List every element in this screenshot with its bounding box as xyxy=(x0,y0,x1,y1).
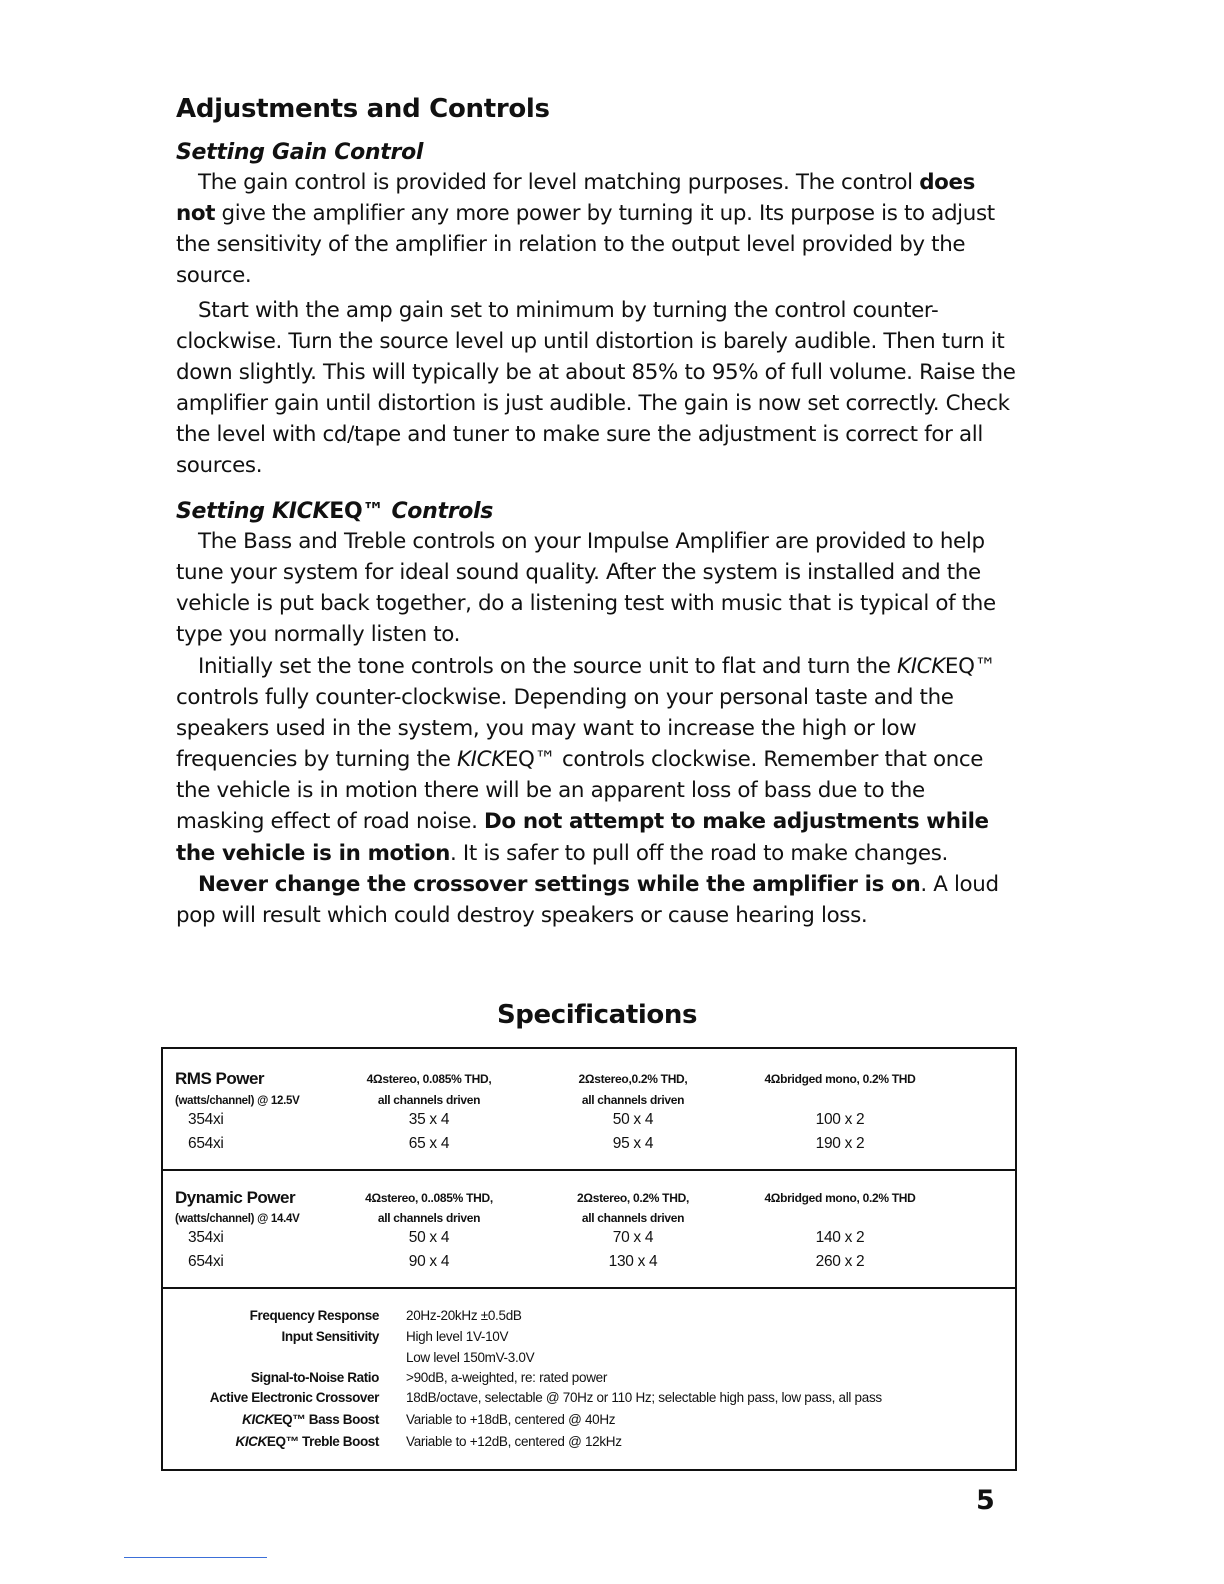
rms-model-654xi: 654xi xyxy=(188,1135,224,1152)
spec-label-crossover: Active Electronic Crossover xyxy=(209,1390,379,1405)
dynamic-col-1-sub: all channels driven xyxy=(377,1211,481,1225)
rms-col-1-sub: all channels driven xyxy=(377,1093,481,1107)
dynamic-354-2ohm: 70 x 4 xyxy=(612,1229,654,1246)
rms-power-label: RMS Power xyxy=(175,1069,265,1088)
gain-paragraph-2: Start with the amp gain set to minimum by turning the control counter-clockwise. Turn the source level up until distortion is barely audible. Then turn it down slightly. This will typically be at about 85% to 95% of full volume. Raise the amplifier gain until distortion is just audible. The gain is now set correctly. Check the level with cd/tape and tuner to make sure the adjustment is correct for all sources. xyxy=(176,298,1016,479)
kickeq-p2-text: Initially set the tone controls on the source unit to flat and turn the xyxy=(198,654,898,679)
dynamic-col-3-header: 4Ωbridged mono, 0.2% THD xyxy=(764,1191,916,1205)
treble-boost-label-text: EQ™ Treble Boost xyxy=(266,1434,379,1449)
rms-model-354xi: 354xi xyxy=(188,1111,224,1128)
kickeq-warning: Do not attempt to make adjustments while the vehicle is in motion xyxy=(176,809,989,866)
gain-p1-emphasis: does not xyxy=(176,170,976,227)
dynamic-354-bridged: 140 x 2 xyxy=(815,1229,865,1246)
kickeq-title-end: Controls xyxy=(384,499,494,524)
dynamic-model-654xi: 654xi xyxy=(188,1253,224,1270)
specifications-heading: Specifications xyxy=(496,1000,698,1030)
kick-brand: KICK xyxy=(456,747,505,773)
table-divider-1 xyxy=(163,1169,1015,1171)
rms-col-2-header: 2Ωstereo,0.2% THD, xyxy=(578,1072,688,1086)
dynamic-354-4ohm: 50 x 4 xyxy=(408,1229,450,1246)
rms-654-bridged: 190 x 2 xyxy=(815,1135,865,1152)
gain-subheading: Setting Gain Control xyxy=(176,140,424,165)
dynamic-power-sub: (watts/channel) @ 14.4V xyxy=(175,1213,300,1225)
section-heading: Adjustments and Controls xyxy=(176,94,550,124)
rms-354-4ohm: 35 x 4 xyxy=(408,1111,450,1128)
spec-value-treble-boost: Variable to +12dB, centered @ 12kHz xyxy=(406,1434,622,1449)
dynamic-col-2-header: 2Ωstereo, 0.2% THD, xyxy=(577,1191,689,1205)
kickeq-paragraph-3 xyxy=(176,869,1016,931)
dynamic-654-bridged: 260 x 2 xyxy=(815,1253,865,1270)
kick-brand: KICK xyxy=(897,654,945,679)
spec-value-input-high: High level 1V-10V xyxy=(406,1329,509,1344)
spec-value-crossover: 18dB/octave, selectable @ 70Hz or 110 Hz; selectable high pass, low pass, all pass xyxy=(406,1390,882,1405)
spec-value-input-low: Low level 150mV-3.0V xyxy=(406,1350,535,1365)
kickeq-p2-text-3: EQ™ controls clockwise. Remember that once the vehicle is in motion there will be an apparent loss of bass due to the masking effect of road noise. xyxy=(176,747,984,835)
rms-col-1-header: 4Ωstereo, 0.085% THD, xyxy=(366,1072,492,1086)
footer-rule xyxy=(124,1557,267,1558)
kickeq-title-part: Setting KICK xyxy=(176,499,330,524)
spec-label-bass-boost xyxy=(242,1412,379,1427)
spec-value-bass-boost: Variable to +18dB, centered @ 40Hz xyxy=(406,1412,616,1427)
dynamic-654-2ohm: 130 x 4 xyxy=(608,1253,658,1270)
rms-col-2-sub: all channels driven xyxy=(581,1093,685,1107)
rms-654-4ohm: 65 x 4 xyxy=(408,1135,450,1152)
spec-label-input-sensitivity: Input Sensitivity xyxy=(281,1329,379,1344)
gain-paragraph-1 xyxy=(176,167,1016,291)
bass-boost-label-text: EQ™ Bass Boost xyxy=(273,1412,379,1427)
kickeq-p2-text-2: EQ™ controls fully counter-clockwise. Depending on your personal taste and the speakers used in the system, you may want to increase the high or low frequencies by turning the xyxy=(176,654,996,773)
kick-brand: KICK xyxy=(242,1412,274,1427)
kickeq-paragraph-1: The Bass and Treble controls on your Impulse Amplifier are provided to help tune your system for ideal sound quality. After the system is installed and the vehicle is put back together, do a listening test with music that is typical of the type you normally listen to. xyxy=(176,529,996,648)
kickeq-title-eq: EQ™ xyxy=(329,499,385,524)
spec-label-treble-boost xyxy=(235,1434,379,1449)
table-divider-2 xyxy=(163,1287,1015,1289)
dynamic-col-1-header: 4Ωstereo, 0..085% THD, xyxy=(365,1191,493,1205)
spec-value-frequency-response: 20Hz-20kHz ±0.5dB xyxy=(406,1308,522,1323)
dynamic-654-4ohm: 90 x 4 xyxy=(408,1253,450,1270)
rms-col-3-header: 4Ωbridged mono, 0.2% THD xyxy=(764,1072,916,1086)
dynamic-model-354xi: 354xi xyxy=(188,1229,224,1246)
kickeq-subheading xyxy=(176,499,493,524)
rms-654-2ohm: 95 x 4 xyxy=(612,1135,654,1152)
page-number: 5 xyxy=(976,1485,995,1516)
spec-label-frequency-response: Frequency Response xyxy=(249,1308,379,1323)
kick-brand: KICK xyxy=(235,1434,267,1449)
gain-p1-text: The gain control is provided for level matching purposes. The control xyxy=(198,170,920,195)
kickeq-paragraph-2 xyxy=(176,651,1016,869)
spec-label-snr: Signal-to-Noise Ratio xyxy=(250,1370,379,1385)
kickeq-p3-text: . A loud pop will result which could destroy speakers or cause hearing loss. xyxy=(176,872,999,929)
rms-354-2ohm: 50 x 4 xyxy=(612,1111,654,1128)
kickeq-p2-text-4: . It is safer to pull off the road to make changes. xyxy=(449,840,948,866)
crossover-warning: Never change the crossover settings while the amplifier is on xyxy=(198,872,921,897)
rms-power-sub: (watts/channel) @ 12.5V xyxy=(175,1095,300,1107)
gain-p1-text-end: give the amplifier any more power by turning it up. Its purpose is to adjust the sensitivity of the amplifier in relation to the output level provided by the source. xyxy=(176,201,995,289)
dynamic-power-label: Dynamic Power xyxy=(175,1188,296,1207)
dynamic-col-2-sub: all channels driven xyxy=(581,1211,685,1225)
specifications-table xyxy=(161,1047,1017,1471)
rms-354-bridged: 100 x 2 xyxy=(815,1111,865,1128)
spec-value-snr: >90dB, a-weighted, re: rated power xyxy=(406,1370,608,1385)
